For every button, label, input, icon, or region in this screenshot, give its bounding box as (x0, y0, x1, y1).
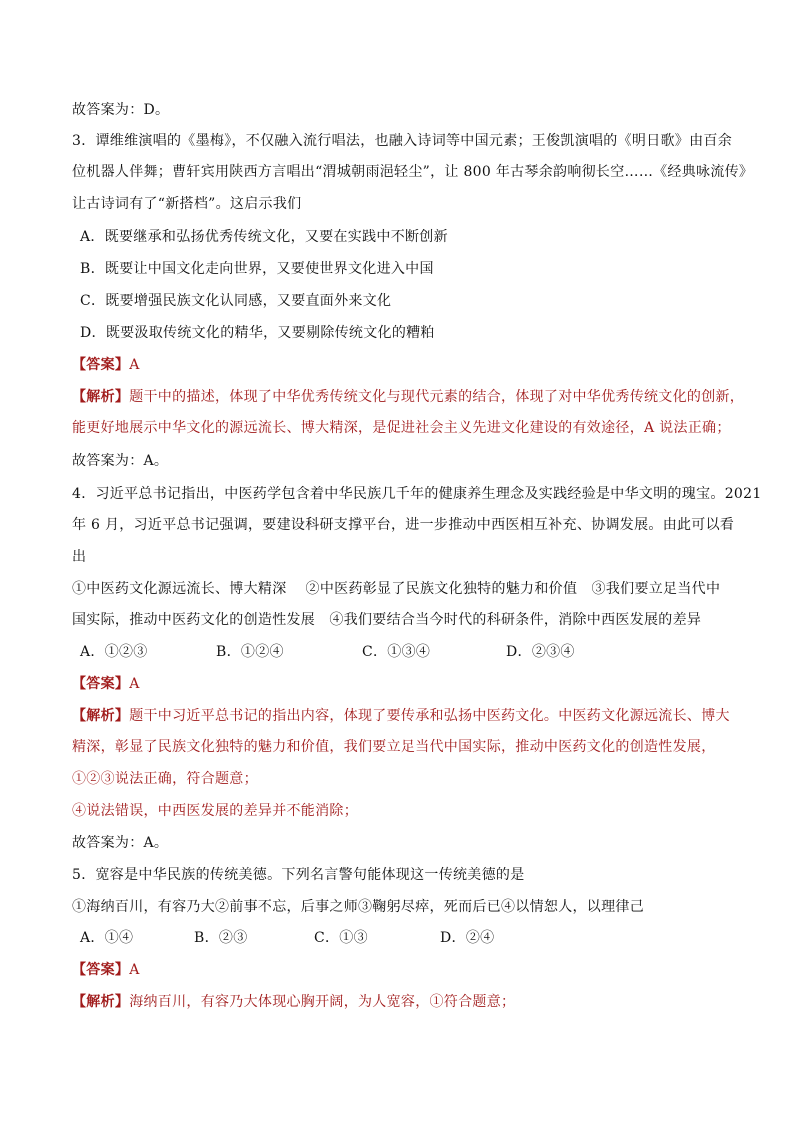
question-3-answer (72, 355, 140, 375)
answer-value: A (129, 357, 140, 373)
question-3-option-c: C．既要增强民族文化认同感，又要直面外来文化 (80, 293, 392, 309)
choice-d: D．②③④ (506, 644, 575, 660)
choice-b: B．②③ (194, 930, 248, 946)
analysis-tag: 【解析】 (72, 994, 130, 1010)
choice-d: D．②④ (440, 930, 495, 946)
analysis-tag: 【解析】 (72, 708, 130, 724)
question-4-choices (80, 642, 575, 662)
choice-c: C．①③ (314, 930, 368, 946)
choice-a: A．①④ (80, 930, 134, 946)
question-4-analysis-line-1 (72, 706, 730, 726)
question-4-analysis-line-3: ①②③说法正确，符合题意； (72, 771, 258, 787)
choice-c: C．①③④ (362, 644, 431, 660)
question-4-stem-line-1: 4．习近平总书记指出，中医药学包含着中华民族几千年的健康养生理念及实践经验是中华文明的瑰宝。2021 (72, 486, 762, 502)
question-5-analysis-line-1 (72, 992, 515, 1012)
analysis-text: 海纳百川，有容乃大体现心胸开阔，为人宽容，①符合题意； (129, 994, 516, 1010)
question-3-stem-line-1: 3．谭维维演唱的《墨梅》，不仅融入流行唱法，也融入诗词等中国元素；王俊凯演唱的《明日歌》由百余 (72, 133, 733, 149)
question-4-analysis-line-2: 精深，彰显了民族文化独特的魅力和价值，我们要立足当代中国实际，推动中医药文化的创造性发展， (72, 739, 716, 755)
analysis-text: 题干中习近平总书记的指出内容，体现了要传承和弘扬中医药文化。中医药文化源远流长、博大 (129, 708, 730, 724)
question-5-statements: ①海纳百川，有容乃大②前事不忘，后事之师③鞠躬尽瘁，死而后已④以情恕人，以理律己 (72, 899, 644, 915)
answer-tag: 【答案】 (72, 676, 130, 692)
answer-value: A (129, 962, 140, 978)
question-4-statements-line-2: 国实际，推动中医药文化的创造性发展 ④我们要结合当今时代的科研条件，消除中西医发展的差异 (72, 612, 702, 628)
question-4-statements-line-1: ①中医药文化源远流长、博大精深 ②中医药彰显了民族文化独特的魅力和价值 ③我们要立足当代中 (72, 581, 721, 597)
answer-summary: 故答案为：D。 (72, 102, 170, 118)
question-3-option-a: A．既要继承和弘扬优秀传统文化，又要在实践中不断创新 (80, 229, 448, 245)
answer-tag: 【答案】 (72, 357, 130, 373)
question-3-option-d: D．既要汲取传统文化的精华，又要剔除传统文化的糟粕 (80, 325, 435, 341)
question-3-stem-line-2: 位机器人伴舞；曹轩宾用陕西方言唱出“渭城朝雨浥轻尘”，让 800 年古琴余韵响彻长空……《经典咏流传》 (72, 164, 754, 180)
question-5-answer (72, 960, 140, 980)
question-5-choices (80, 928, 494, 948)
question-4-stem-line-2: 年 6 月，习近平总书记强调，要建设科研支撑平台，进一步推动中西医相互补充、协调发展。由此可以看 (72, 517, 735, 533)
answer-summary: 故答案为：A。 (72, 453, 169, 469)
question-3-analysis-line-1 (72, 387, 744, 407)
question-5-stem-line-1: 5．宽容是中华民族的传统美德。下列名言警句能体现这一传统美德的是 (72, 867, 525, 883)
analysis-text: 题干中的描述，体现了中华优秀传统文化与现代元素的结合，体现了对中华优秀传统文化的创新， (129, 389, 745, 405)
answer-tag: 【答案】 (72, 962, 130, 978)
question-3-option-b: B．既要让中国文化走向世界，又要使世界文化进入中国 (80, 261, 434, 277)
answer-summary: 故答案为：A。 (72, 835, 169, 851)
question-4-stem-line-3: 出 (72, 549, 87, 565)
choice-a: A．①②③ (80, 644, 148, 660)
answer-value: A (129, 676, 140, 692)
choice-b: B．①②④ (216, 644, 284, 660)
question-3-analysis-line-2: 能更好地展示中华文化的源远流长、博大精深，是促进社会主义先进文化建设的有效途径，A 说法正确； (72, 420, 731, 436)
question-4-analysis-line-4: ④说法错误，中西医发展的差异并不能消除； (72, 803, 358, 819)
question-4-answer (72, 674, 140, 694)
question-3-stem-line-3: 让古诗词有了“新搭档”。这启示我们 (72, 196, 302, 212)
analysis-tag: 【解析】 (72, 389, 130, 405)
